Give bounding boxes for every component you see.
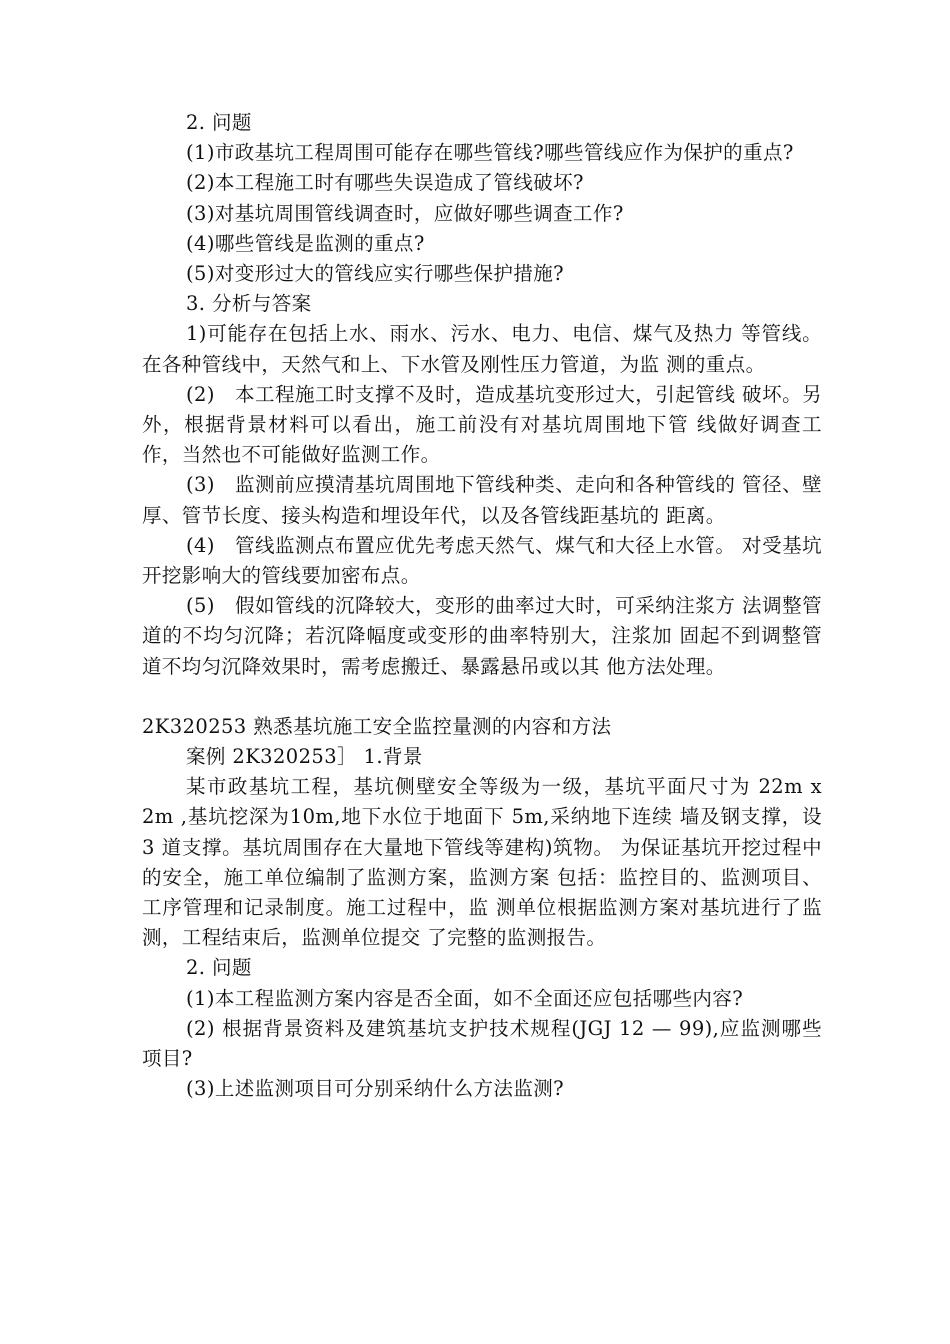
question-4: (4)哪些管线是监测的重点? <box>186 231 425 255</box>
case-question-3: (3)上述监测项目可分别采纳什么方法监测? <box>186 1077 564 1101</box>
case-question-1: (1)本工程监测方案内容是否全面，如不全面还应包括哪些内容? <box>186 986 744 1010</box>
answer-2: (2) 本工程施工时支撑不及时，造成基坑变形过大，引起管线 破坏。另外，根据背景材料可以看出，施工前没有对基坑周围地下管 线做好调查工作，当然也不可能做好监测工作。 <box>142 382 822 467</box>
answers-heading: 3. 分析与答案 <box>186 292 312 316</box>
answer-5: (5) 假如管线的沉降较大，变形的曲率过大时，可采纳注浆方 法调整管道的不均匀沉降；若沉降幅度或变形的曲率特别大，注浆加 固起不到调整管道不均匀沉降效果时，需考虑搬迁、暴露悬吊或以其 他方法处理。 <box>142 594 822 678</box>
section-title: 2K320253 熟悉基坑施工安全监控量测的内容和方法 <box>142 714 612 738</box>
answer-1: 1)可能存在包括上水、雨水、污水、电力、电信、煤气及热力 等管线。在各种管线中，天然气和上、下水管及刚性压力管道，为监 测的重点。 <box>142 322 822 376</box>
document-body <box>142 108 822 1105</box>
case-questions-heading: 2. 问题 <box>186 956 252 980</box>
answer-4: (4) 管线监测点布置应优先考虑天然气、煤气和大径上水管。 对受基坑开挖影响大的管线要加密布点。 <box>142 533 822 588</box>
case-question-2: (2) 根据背景资料及建筑基坑支护技术规程(JGJ 12 — 99),应监测哪些项目? <box>142 1016 822 1071</box>
question-1: (1)市政基坑工程周围可能存在哪些管线?哪些管线应作为保护的重点? <box>186 141 794 165</box>
answer-3: (3) 监测前应摸清基坑周围地下管线种类、走向和各种管线的 管径、壁厚、管节长度、接头构造和埋设年代，以及各管线距基坑的 距离。 <box>142 473 822 527</box>
question-5: (5)对变形过大的管线应实行哪些保护措施? <box>186 262 564 286</box>
case-heading: 案例 2K320253］ 1.背景 <box>186 745 423 769</box>
questions-heading: 2. 问题 <box>186 111 252 134</box>
case-background: 某市政基坑工程，基坑侧壁安全等级为一级，基坑平面尺寸为 22m x 2m ,基坑挖深为10m,地下水位于地面下 5m,采纳地下连续 墙及钢支撑，设 3 道支撑。基坑周围存在大量地下管线等建构)筑物。 为保证基坑开挖过程中的安全，施工单位编制了监测方案，监测方案 包括：监控目的、监测项目、工序管理和记录制度。施工过程中，监 测单位根据监测方案对基坑进行了监测，工程结束后，监测单位提交 了完整的监测报告。 <box>142 775 822 950</box>
question-2: (2)本工程施工时有哪些失误造成了管线破坏? <box>186 171 584 195</box>
question-3: (3)对基坑周围管线调查时，应做好哪些调查工作? <box>186 201 624 225</box>
